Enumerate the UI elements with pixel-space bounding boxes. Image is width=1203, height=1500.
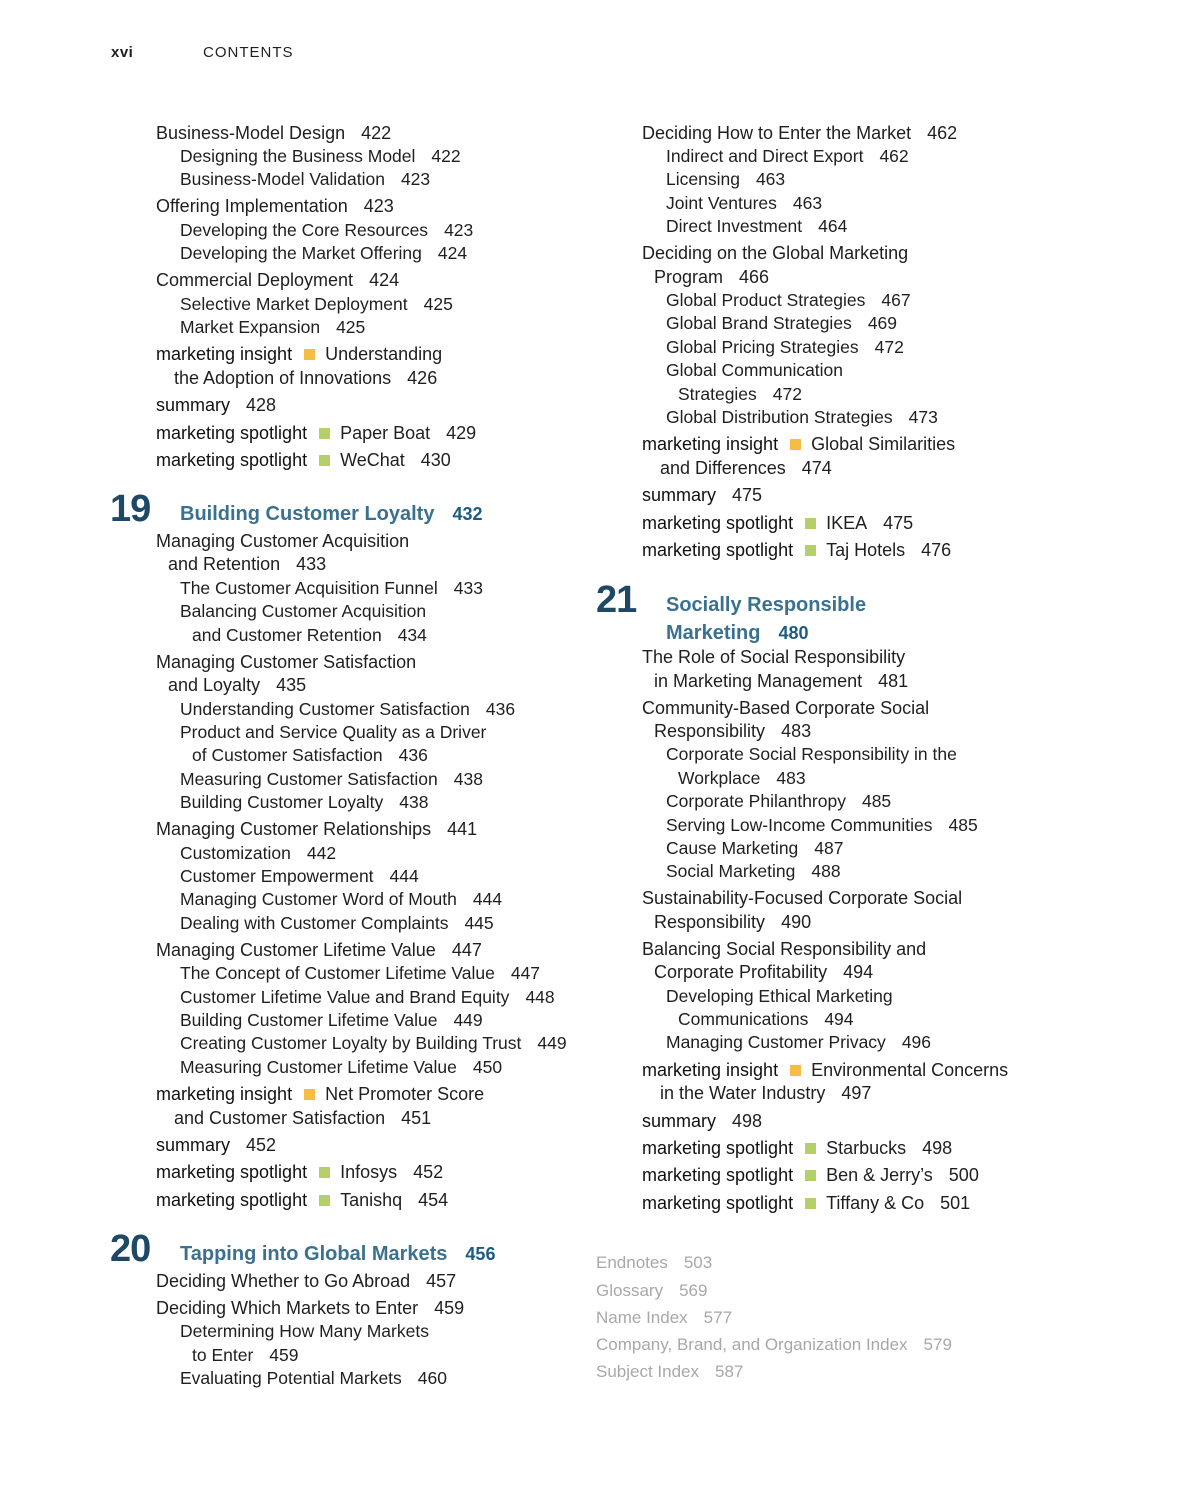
toc-subentry[interactable]: Joint Ventures 463	[666, 192, 823, 213]
toc-subentry[interactable]: Cause Marketing 487	[666, 837, 844, 858]
toc-subentry[interactable]: Social Marketing 488	[666, 861, 841, 882]
toc-entry[interactable]: Offering Implementation 423	[156, 196, 394, 217]
toc-subentry[interactable]: Measuring Customer Lifetime Value 450	[180, 1056, 503, 1077]
back-matter-entry[interactable]: Name Index 577	[596, 1307, 733, 1327]
toc-subentry[interactable]: Understanding Customer Satisfaction 436	[180, 698, 516, 719]
toc-subentry[interactable]: Licensing 463	[666, 169, 786, 190]
toc-subentry[interactable]: Creating Customer Loyalty by Building Trust 449	[180, 1033, 567, 1054]
toc-subentry[interactable]: Developing the Market Offering 424	[180, 243, 468, 264]
toc-subentry[interactable]: Global Distribution Strategies 473	[666, 407, 938, 428]
marketing-spotlight-entry[interactable]: marketing spotlight Ben & Jerry’s 500	[642, 1165, 979, 1186]
toc-entry[interactable]: Deciding Which Markets to Enter 459	[156, 1297, 465, 1318]
spotlight-square-icon	[319, 428, 330, 439]
toc-entry[interactable]: Deciding on the Global Marketing Program 466	[642, 243, 909, 287]
toc-entry[interactable]: Managing Customer Relationships 441	[156, 819, 478, 840]
toc-entry[interactable]: Deciding How to Enter the Market 462	[642, 122, 958, 143]
marketing-spotlight-entry[interactable]: marketing spotlight Taj Hotels 476	[642, 540, 952, 561]
chapter-title: Building Customer Loyalty	[180, 503, 435, 526]
summary-entry[interactable]: summary 475	[642, 485, 763, 506]
toc-subentry[interactable]: Customer Lifetime Value and Brand Equity 448	[180, 986, 555, 1007]
marketing-spotlight-entry[interactable]: marketing spotlight Tiffany & Co 501	[642, 1192, 971, 1213]
toc-subentry[interactable]: Product and Service Quality as a Driver of Customer Satisfaction 436	[180, 721, 487, 766]
spotlight-square-icon	[805, 518, 816, 529]
toc-subentry[interactable]: Dealing with Customer Complaints 445	[180, 912, 494, 933]
toc-subentry[interactable]: Corporate Social Responsibility in the Workplace 483	[666, 744, 957, 788]
chapter-number: 19	[110, 488, 151, 531]
spotlight-square-icon	[805, 1143, 816, 1154]
marketing-spotlight-entry[interactable]: marketing spotlight Paper Boat 429	[156, 422, 477, 443]
toc-entry[interactable]: Managing Customer Satisfaction and Loyalty 435	[156, 651, 417, 696]
insight-square-icon	[304, 349, 315, 360]
toc-subentry[interactable]: Determining How Many Markets to Enter 459	[180, 1321, 429, 1365]
toc-subentry[interactable]: Customer Empowerment 444	[180, 865, 419, 886]
insight-square-icon	[790, 439, 801, 450]
spotlight-square-icon	[805, 1198, 816, 1209]
marketing-spotlight-entry[interactable]: marketing spotlight Tanishq 454	[156, 1189, 449, 1210]
toc-subentry[interactable]: Developing Ethical Marketing Communications 494	[666, 985, 893, 1029]
toc-subentry[interactable]: Corporate Philanthropy 485	[666, 791, 892, 812]
chapter-21-heading[interactable]: 21 Socially Responsible Marketing 480	[596, 578, 867, 644]
toc-subentry[interactable]: Building Customer Lifetime Value 449	[180, 1009, 483, 1030]
toc-subentry[interactable]: Business-Model Validation 423	[180, 169, 431, 190]
toc-subentry[interactable]: Managing Customer Word of Mouth 444	[180, 889, 503, 910]
chapter-title: Socially Responsible	[666, 593, 867, 616]
toc-entry[interactable]: Balancing Social Responsibility and Corporate Profitability 494	[642, 938, 927, 983]
summary-entry[interactable]: summary 498	[642, 1110, 763, 1131]
toc-entry[interactable]: Sustainability-Focused Corporate Social Responsibility 490	[642, 888, 963, 932]
toc-subentry[interactable]: Balancing Customer Acquisition and Customer Retention 434	[180, 601, 427, 645]
marketing-spotlight-entry[interactable]: marketing spotlight Starbucks 498	[642, 1138, 953, 1158]
toc-entry[interactable]: Deciding Whether to Go Abroad 457	[156, 1270, 457, 1291]
chapter-19-heading[interactable]: 19 Building Customer Loyalty 432	[110, 488, 483, 531]
spotlight-square-icon	[805, 1170, 816, 1181]
insight-square-icon	[304, 1089, 315, 1100]
toc-subentry[interactable]: Global Brand Strategies 469	[666, 313, 898, 334]
marketing-insight-entry[interactable]: marketing insight Environmental Concerns in the Water Industry 497	[642, 1059, 1009, 1104]
back-matter	[596, 1249, 1066, 1385]
toc-entry[interactable]: Business-Model Design 422	[156, 122, 392, 143]
toc-subentry[interactable]: Global Pricing Strategies 472	[666, 336, 904, 357]
toc-subentry[interactable]: Measuring Customer Satisfaction 438	[180, 768, 483, 789]
toc-entry[interactable]: Community-Based Corporate Social Responsibility 483	[642, 697, 930, 741]
toc-left-column	[110, 118, 580, 1390]
toc-subentry[interactable]: Indirect and Direct Export 462	[666, 146, 909, 166]
toc-right-column	[596, 118, 1066, 1386]
spotlight-square-icon	[319, 1195, 330, 1206]
spotlight-square-icon	[319, 1167, 330, 1178]
chapter-title-continued: Marketing	[666, 621, 761, 644]
back-matter-entry[interactable]: Glossary 569	[596, 1280, 708, 1300]
toc-subentry[interactable]: The Customer Acquisition Funnel 433	[180, 577, 483, 598]
toc-subentry[interactable]: Global Communication Strategies 472	[666, 360, 844, 404]
page-number: xvi	[111, 44, 134, 61]
toc-subentry[interactable]: Market Expansion 425	[180, 317, 366, 338]
marketing-spotlight-entry[interactable]: marketing spotlight WeChat 430	[156, 450, 451, 471]
chapter-20-heading[interactable]: 20 Tapping into Global Markets 456	[110, 1228, 496, 1271]
marketing-spotlight-entry[interactable]: marketing spotlight Infosys 452	[156, 1162, 444, 1183]
summary-entry[interactable]: summary 428	[156, 395, 277, 416]
chapter-title: Tapping into Global Markets	[180, 1243, 448, 1266]
toc-subentry[interactable]: Managing Customer Privacy 496	[666, 1032, 932, 1053]
toc-entry[interactable]: Managing Customer Acquisition and Retention 433	[156, 531, 410, 575]
toc-subentry[interactable]: Building Customer Loyalty 438	[180, 792, 429, 813]
toc-subentry[interactable]: Customization 442	[180, 842, 337, 863]
chapter-number: 20	[110, 1228, 151, 1271]
toc-subentry[interactable]: Direct Investment 464	[666, 216, 848, 237]
toc-subentry[interactable]: Selective Market Deployment 425	[180, 293, 453, 314]
toc-subentry[interactable]: Serving Low-Income Communities 485	[666, 814, 978, 835]
back-matter-entry[interactable]: Company, Brand, and Organization Index 579	[596, 1335, 952, 1355]
spotlight-square-icon	[805, 545, 816, 556]
back-matter-entry[interactable]: Subject Index 587	[596, 1362, 744, 1382]
summary-entry[interactable]: summary 452	[156, 1135, 277, 1155]
marketing-insight-entry[interactable]: marketing insight Global Similarities and Differences 474	[642, 434, 956, 478]
toc-subentry[interactable]: The Concept of Customer Lifetime Value 447	[180, 963, 541, 984]
toc-subentry[interactable]: Designing the Business Model 422	[180, 146, 461, 166]
back-matter-entry[interactable]: Endnotes 503	[596, 1253, 713, 1273]
toc-entry[interactable]: The Role of Social Responsibility in Marketing Management 481	[642, 647, 909, 691]
marketing-spotlight-entry[interactable]: marketing spotlight IKEA 475	[642, 512, 914, 533]
spotlight-square-icon	[319, 455, 330, 466]
insight-square-icon	[790, 1065, 801, 1076]
toc-subentry[interactable]: Developing the Core Resources 423	[180, 219, 474, 240]
chapter-number: 21	[596, 578, 637, 621]
marketing-insight-entry[interactable]: marketing insight Understanding the Adoption of Innovations 426	[156, 344, 443, 388]
toc-subentry[interactable]: Global Product Strategies 467	[666, 290, 911, 311]
section-title: CONTENTS	[203, 44, 294, 61]
toc-subentry[interactable]: Evaluating Potential Markets 460	[180, 1368, 447, 1389]
toc-entry[interactable]: Managing Customer Lifetime Value 447	[156, 939, 482, 960]
toc-entry[interactable]: Commercial Deployment 424	[156, 270, 400, 291]
marketing-insight-entry[interactable]: marketing insight Net Promoter Score and Customer Satisfaction 451	[156, 1084, 485, 1128]
